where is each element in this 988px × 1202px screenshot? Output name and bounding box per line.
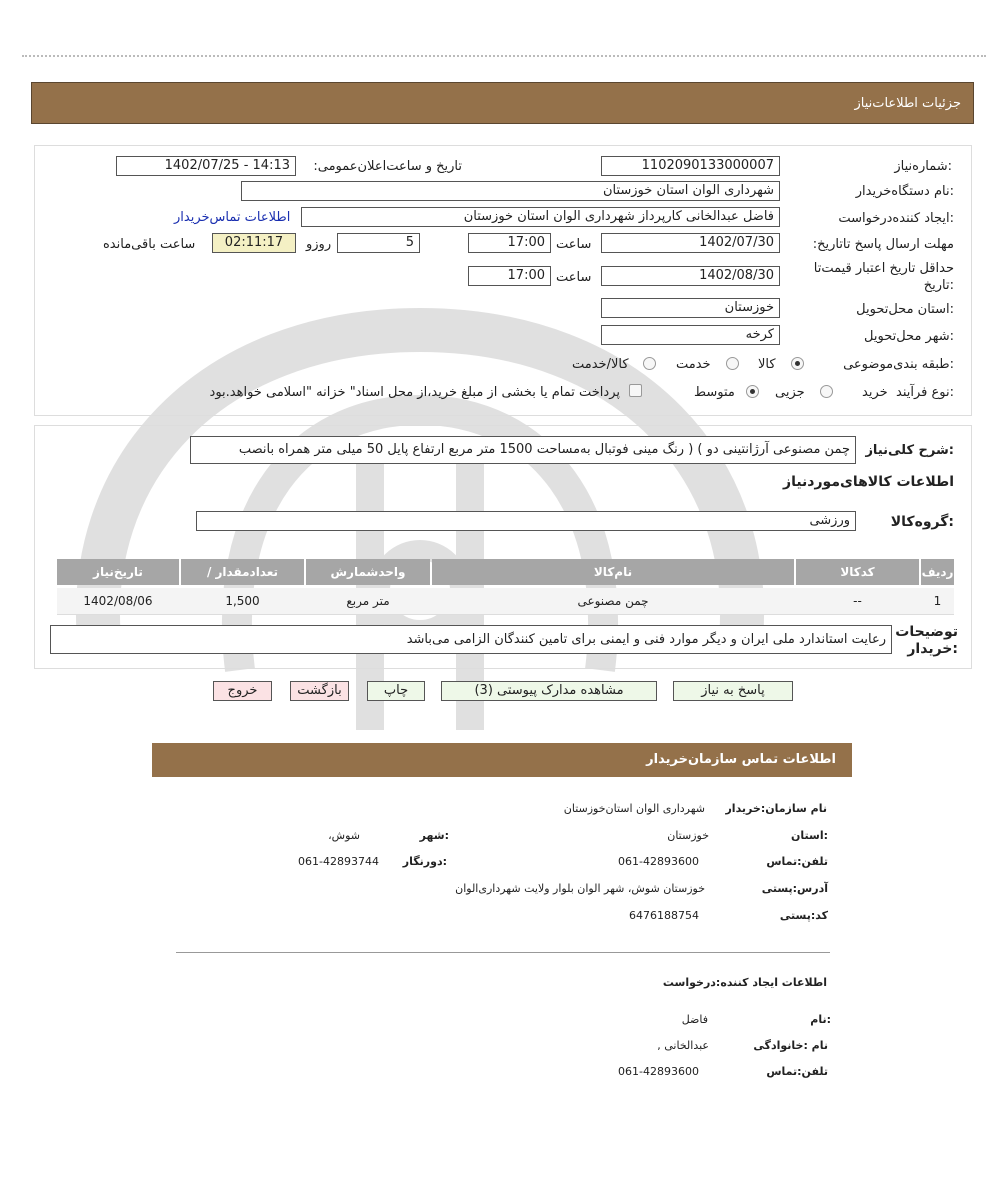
address-value: خوزستان شوش، شهر الوان بلوار ولایت شهرداری‌الوان <box>455 882 705 895</box>
days-label: روزو <box>306 237 332 252</box>
cell-date: 1402/08/06 <box>83 594 153 608</box>
address-label: آدرس:پستی <box>761 882 828 895</box>
summary-label: شرح کلی‌نیاز: <box>865 443 954 458</box>
exit-button[interactable]: خروج <box>213 681 272 701</box>
group-label: گروه‌کالا: <box>890 514 954 530</box>
creator-family-label: نام :خانوادگی <box>753 1039 828 1052</box>
contact-city-label: :شهر <box>419 829 449 842</box>
contact-fax-label: :دورنگار <box>402 855 447 868</box>
page-header-title: جزئیات اطلاعات‌نیاز <box>854 96 961 111</box>
table-header-unit: واحدشمارش <box>306 559 430 585</box>
creator-section-title: اطلاعات ایجاد کننده:درخواست <box>662 976 827 989</box>
creator-name-label: :نام <box>810 1013 831 1026</box>
table-header-date: تاریخ‌نیاز <box>57 559 179 585</box>
group-field: ورزشی <box>196 511 856 531</box>
cell-unit: متر مربع <box>346 594 390 608</box>
validity-date-field: 1402/08/30 <box>601 266 780 286</box>
buyer-label: نام دستگاه‌خریدار: <box>855 184 954 199</box>
need-number-field: 1102090133000007 <box>601 156 780 176</box>
contact-phone-value: 061-42893600 <box>618 855 699 868</box>
category-label: طبقه بندی‌موضوعی: <box>843 357 954 372</box>
city-label: شهر محل‌تحویل: <box>864 329 954 344</box>
cell-row-number: 1 <box>933 594 942 608</box>
category-option-goods: کالا <box>758 357 776 372</box>
category-option-both: کالا/خدمت <box>572 357 629 372</box>
notes-field: رعایت استاندارد ملی ایران و دیگر موارد فنی و ایمنی برای تامین کنندگان الزامی می‌باشد <box>50 625 892 654</box>
days-field: 5 <box>337 233 420 253</box>
contact-city-value: شوش، <box>328 829 360 842</box>
creator-label: ایجاد کننده‌درخواست: <box>838 211 954 226</box>
creator-phone-label: تلفن:تماس <box>766 1065 828 1078</box>
creator-field: فاضل عبدالخانی کارپرداز شهرداری الوان استان خوزستان <box>301 207 780 227</box>
top-divider <box>22 55 986 57</box>
cell-name: چمن مصنوعی <box>577 594 649 608</box>
contact-buyer-link[interactable]: اطلاعات تماس‌خریدار <box>174 210 291 225</box>
attachments-button[interactable]: مشاهده مدارک پیوستی (3) <box>441 681 657 701</box>
summary-field: چمن مصنوعی آرژانتینی دو ) ( رنگ مینی فوتبال به‌مساحت 1500 متر مربع ارتفاع پایل 50 میلی متر همراه بانصب <box>190 436 856 464</box>
deadline-label: مهلت ارسال پاسخ تا‌تاریخ: <box>812 237 954 252</box>
remaining-label: ساعت باقی‌مانده <box>103 237 196 252</box>
page-header <box>31 82 974 124</box>
creator-phone-value: 061-42893600 <box>618 1065 699 1078</box>
treasury-checkbox[interactable] <box>629 384 642 397</box>
validity-label-2: تاریخ: <box>923 278 954 293</box>
contact-section-title: اطلاعات تماس سازمان‌خریدار <box>646 752 836 767</box>
back-button[interactable]: بازگشت <box>290 681 349 701</box>
category-radio-goods[interactable] <box>791 357 804 370</box>
province-label: استان محل‌تحویل: <box>856 302 954 317</box>
process-option-purchase: خرید <box>862 385 888 400</box>
province-field: خوزستان <box>601 298 780 318</box>
contact-section-header <box>152 743 852 777</box>
validity-time-label: ساعت <box>556 270 592 285</box>
creator-name-value: فاضل <box>681 1013 708 1026</box>
deadline-time-field: 17:00 <box>468 233 551 253</box>
category-option-service: خدمت <box>676 357 711 372</box>
contact-province-label: :استان <box>791 829 828 842</box>
table-header-name: نام‌کالا <box>432 559 794 585</box>
category-radio-service[interactable] <box>726 357 739 370</box>
notes-label: توضیحات <box>895 624 958 640</box>
announce-label: تاریخ و ساعت‌اعلان‌عمومی: <box>313 159 462 174</box>
need-number-label: شماره‌نیاز: <box>894 159 952 174</box>
treasury-note: پرداخت تمام یا بخشی از مبلغ خرید،از محل اسناد" خزانه "اسلامی خواهد.بود <box>209 385 620 400</box>
city-field: کرخه <box>601 325 780 345</box>
cell-code: -- <box>853 594 862 608</box>
org-value: شهرداری الوان استان‌خوزستان <box>563 802 705 815</box>
process-radio-minor[interactable] <box>820 385 833 398</box>
goods-section-title: اطلاعات کالاهای‌موردنیاز <box>783 474 954 490</box>
org-label: نام سازمان:خریدار <box>725 802 827 815</box>
validity-time-field: 17:00 <box>468 266 551 286</box>
contact-fax-value: 061-42893744 <box>298 855 379 868</box>
deadline-date-field: 1402/07/30 <box>601 233 780 253</box>
validity-label: حداقل تاریخ اعتبار قیمت‌تا <box>813 261 954 276</box>
deadline-time-label: ساعت <box>556 237 592 252</box>
table-header-code: کدکالا <box>796 559 919 585</box>
contact-phone-label: تلفن:تماس <box>766 855 828 868</box>
cell-quantity: 1,500 <box>225 594 260 608</box>
process-radio-medium[interactable] <box>746 385 759 398</box>
remaining-time-field: 02:11:17 <box>212 233 296 253</box>
reply-button[interactable]: پاسخ به نیاز <box>673 681 793 701</box>
table-header-quantity: / تعدادمقدار <box>181 559 304 585</box>
postal-value: 6476188754 <box>629 909 699 922</box>
process-label: نوع فرآیند: <box>896 385 954 400</box>
notes-label-2: خریدار: <box>907 641 958 657</box>
process-option-medium: متوسط <box>694 385 735 400</box>
buyer-field: شهرداری الوان استان خوزستان <box>241 181 780 201</box>
announce-field: 1402/07/25 - 14:13 <box>116 156 296 176</box>
category-radio-both[interactable] <box>643 357 656 370</box>
section-divider <box>176 952 830 953</box>
table-header-row-number: ردیف <box>921 559 954 585</box>
process-option-minor: جزیی <box>775 385 805 400</box>
print-button[interactable]: چاپ <box>367 681 425 701</box>
contact-province-value: خوزستان <box>667 829 709 842</box>
creator-family-value: عبدالخانی , <box>657 1039 709 1052</box>
postal-label: کد:پستی <box>779 909 828 922</box>
